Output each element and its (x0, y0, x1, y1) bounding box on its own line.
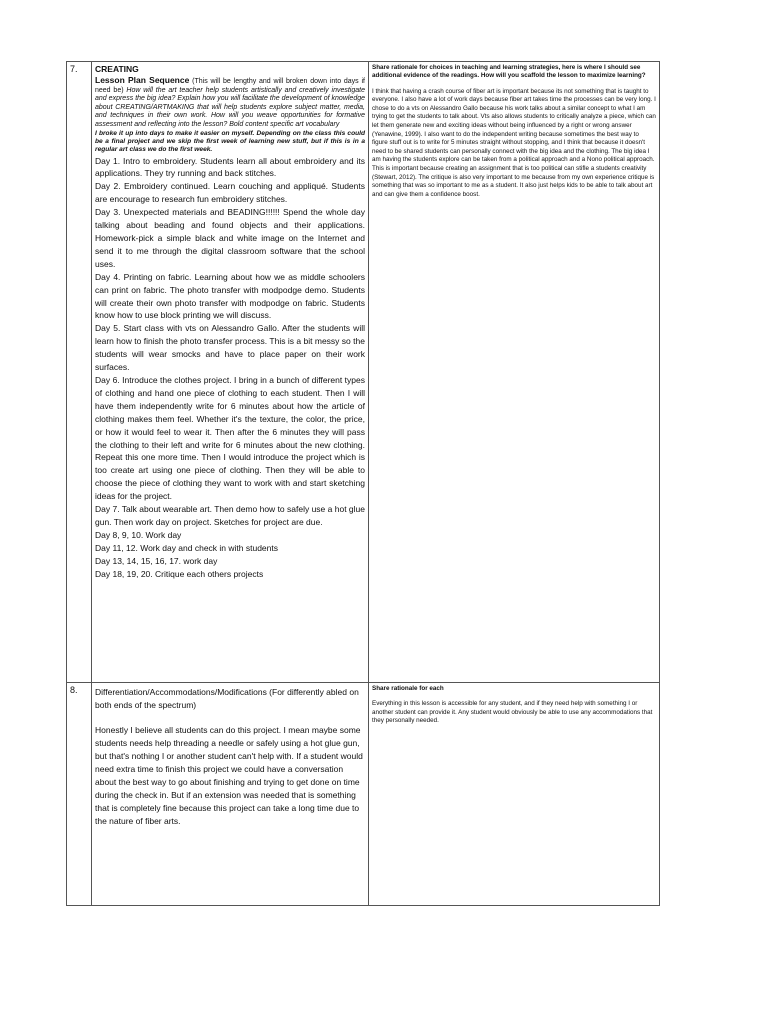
creating-rationale-heading: Share rationale for choices in teaching and learning strategies, here is where I should see additional evidence of the readings. How will you scaffold the lesson to maximize learning? (372, 64, 646, 80)
creating-heading: CREATING (95, 64, 139, 74)
differentiation-rationale-heading: Share rationale for each (372, 685, 444, 692)
differentiation-rationale-cell (369, 683, 660, 906)
day-entry: Day 18, 19, 20. Critique each others projects (95, 568, 264, 579)
creating-cell (92, 62, 369, 683)
lesson-plan-table (66, 61, 660, 906)
differentiation-text: Honestly I believe all students can do this project. I mean maybe some students needs help threading a needle or safely using a hot glue gun, but that's nothing I or another student can't help with. If a student would need extra time to finish this project we could have a conversation about the best way to go about finishing and trying to get done on time during the check in. But if an extension was needed that is something that is completely fine because this project can take a long time due to the nature of fiber arts. (95, 725, 363, 826)
day-entry: Day 6. Introduce the clothes project. I bring in a bunch of different types of clothing and hand one piece of clothing to each student. Then I will have them independently write for 6 minutes about how the article of clothing makes them feel. Whether it's the texture, the color, the price, or how it would feel to wear it. Then after the 6 minutes they will pass the clothing to their left and write for 6 minutes about the new clothing. Repeat this one more time. Then I would introduce the project which is too create art using one piece of clothing. Then they will be able to choose the piece of clothing they want to work with and start sketching ideas for the project. (95, 374, 365, 502)
lesson-plan-intro (95, 76, 365, 130)
lesson-plan-note: I broke it up into days to make it easier on myself. Depending on the class this could be a final project and we skip the first week of learning new stuff, but if this is in a regular art class we do the first week. (95, 129, 365, 153)
day-entry: Day 7. Talk about wearable art. Then demo how to safely use a hot glue gun. Then work day on project. Sketches for project are due. (95, 504, 365, 527)
lesson-plan-prompt: How will the art teacher help students artistically and creatively investigate and express the big idea? Explain how you will facilitate the development of knowledge about CREATING/ARTMAKING that will help students explore subject matter, media, and techniques in their own work. How will you weave opportunities for formative assessment and reflecting into the lesson? Bold content specific art vocabulary (95, 86, 365, 128)
differentiation-rationale-text: Everything in this lesson is accessible for any student, and if they need help with something I or another student can provide it. Any student would obviously be able to use any accommodations that they personally needed. (372, 700, 653, 725)
day-entry: Day 4. Printing on fabric. Learning about how we as middle schoolers can print on fabric. The photo transfer with modpodge demo. Students will create their own photo transfer with modpodge on fabric. Students know how to use block printing we will discuss. (95, 271, 365, 321)
differentiation-heading: Differentiation/Accommodations/Modifications (For differently abled on both ends of the spectrum) (95, 687, 359, 710)
creating-rationale-text: I think that having a crash course of fiber art is important because its not something that is taught to everyone. I also have a lot of work days because fiber art takes time the processes can be very long. I chose to do a vts on Alessandro Gallo because his work talks about a similar concept to what I am trying to get the students to talk about. Vts also allows students to critically analyze a piece, which can let them generate new and exciting ideas without being influenced by a right or wrong answer (Yenawine, 1999). I also want to do the independent writing because sometimes the best way to figure stuff out is to write for 5 minutes straight without stopping, and I think that because it doesn't need to be shared students can personally connect with the big idea and the clothing. The big idea I am having the students explore can be taken from a political approach and a Nono political approach. This is important because creating an assignment that is too political can stifle a students creativity (Stewart, 2012). The critique is also very important to me because from my own experience critique is something that was so important to me as a student. It also just helps kids to be able to talk about art and can give them a confidence boost. (372, 87, 656, 198)
day-entry: Day 5. Start class with vts on Alessandro Gallo. After the students will learn how to finish the photo transfer process. This is a bit messy so the students will wear smocks and have to place paper on their work surfaces. (95, 323, 365, 373)
row-number-7: 7. (67, 62, 92, 683)
row-differentiation (67, 683, 660, 906)
lesson-plan-title: Lesson Plan Sequence (95, 75, 190, 85)
day-entry: Day 11, 12. Work day and check in with students (95, 542, 279, 553)
lesson-plan-paren: (This will be lengthy and will broken down into days if need be) (95, 78, 365, 94)
day-entry: Day 1. Intro to embroidery. Students learn all about embroidery and its applications. They try running and back stitches. (95, 155, 365, 179)
day-entry: Day 13, 14, 15, 16, 17. work day (95, 555, 218, 566)
day-entry: Day 8, 9, 10. Work day (95, 529, 182, 540)
day-list (95, 155, 365, 581)
row-creating (67, 62, 660, 683)
row-number-8: 8. (67, 683, 92, 906)
day-entry: Day 2. Embroidery continued. Learn couching and appliqué. Students are encourage to research fun embroidery stitches. (95, 181, 365, 205)
day-entry: Day 3. Unexpected materials and BEADING!!!!!! Spend the whole day talking about beading and found objects and their applications. Homework-pick a simple black and white image on the Internet and send it to me through the digital classroom software that the school uses. (95, 207, 365, 269)
creating-rationale-cell (369, 62, 660, 683)
differentiation-cell (92, 683, 369, 906)
